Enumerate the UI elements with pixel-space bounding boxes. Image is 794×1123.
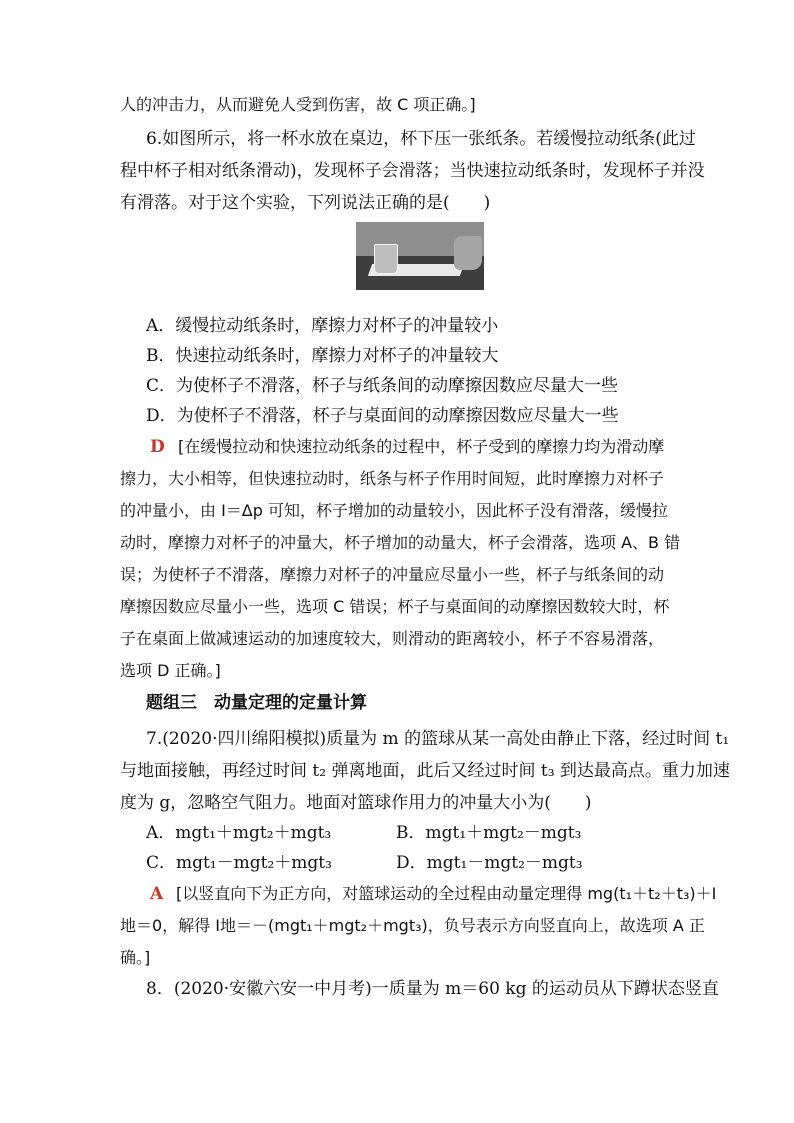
- answer-6-line-1: [在缓慢拉动和快速拉动纸条的过程中，杯子受到的摩擦力均为滑动摩: [178, 437, 665, 456]
- answer-7-line-2: 地＝0，解得 I地＝－(mgt₁＋mgt₂＋mgt₃)，负号表示方向竖直向上，故选项 A 正: [120, 916, 705, 935]
- section-heading: 题组三 动量定理的定量计算: [146, 693, 367, 713]
- answer-7-letter: A: [150, 884, 164, 904]
- option-6b: B．快速拉动纸条时，摩擦力对杯子的冲量较大: [146, 346, 499, 366]
- option-7d: D．mgt₁－mgt₂－mgt₃: [396, 853, 583, 873]
- answer-6-line-2: 擦力，大小相等，但快速拉动时，纸条与杯子作用时间短，此时摩擦力对杯子: [120, 469, 665, 488]
- answer-6-line-5: 误；为使杯子不滑落，摩擦力对杯子的冲量应尽量小一些，杯子与纸条间的动: [120, 565, 665, 584]
- answer-6-line-6: 摩擦因数应尽量小一些，选项 C 错误；杯子与桌面间的动摩擦因数较大时，杯: [120, 597, 670, 616]
- option-7b: B．mgt₁＋mgt₂－mgt₃: [396, 823, 582, 843]
- answer-continuation: 人的冲击力，从而避免人受到伤害，故 C 项正确。]: [120, 95, 476, 114]
- answer-6-letter: D: [150, 437, 165, 457]
- answer-6-line-8: 选项 D 正确。]: [120, 661, 221, 680]
- answer-7-line-1: [以竖直向下为正方向，对篮球运动的全过程由动量定理得 mg(t₁＋t₂＋t₃)＋I: [176, 884, 717, 903]
- answer-6-line-3: 的冲量小，由 I＝Δp 可知，杯子增加的动量较小，因此杯子没有滑落，缓慢拉: [120, 501, 668, 520]
- question-6-line-1: 6.如图所示，将一杯水放在桌边，杯下压一张纸条。若缓慢拉动纸条(此过: [146, 129, 696, 149]
- question-8-line-1: 8．(2020·安徽六安一中月考)一质量为 m＝60 kg 的运动员从下蹲状态竖直: [146, 979, 719, 999]
- answer-6-line-7: 子在桌面上做减速运动的加速度较大，则滑动的距离较小，杯子不容易滑落，: [120, 629, 665, 648]
- question-7-line-1: 7.(2020·四川绵阳模拟)质量为 m 的篮球从某一高处由静止下落，经过时间 t₁: [146, 729, 730, 749]
- question-6-line-2: 程中杯子相对纸条滑动)，发现杯子会滑落；当快速拉动纸条时，发现杯子并没: [120, 161, 705, 181]
- answer-7-line-3: 确。]: [120, 948, 151, 967]
- option-7c: C．mgt₁－mgt₂＋mgt₃: [146, 853, 332, 873]
- photo-cup: [374, 244, 398, 274]
- experiment-photo: [356, 222, 484, 290]
- question-6-line-3: 有滑落。对于这个实验，下列说法正确的是( ): [120, 193, 491, 213]
- answer-6-line-4: 动时，摩擦力对杯子的冲量大，杯子增加的动量大，杯子会滑落，选项 A、B 错: [120, 533, 681, 552]
- option-6a: A．缓慢拉动纸条时，摩擦力对杯子的冲量较小: [146, 316, 499, 336]
- photo-hand: [454, 236, 482, 270]
- question-7-line-2: 与地面接触，再经过时间 t₂ 弹离地面，此后又经过时间 t₃ 到达最高点。重力加速: [120, 761, 730, 781]
- option-6d: D．为使杯子不滑落，杯子与桌面间的动摩擦因数应尽量大一些: [146, 406, 619, 426]
- option-7a: A．mgt₁＋mgt₂＋mgt₃: [146, 823, 332, 843]
- option-6c: C．为使杯子不滑落，杯子与纸条间的动摩擦因数应尽量大一些: [146, 376, 619, 396]
- question-7-line-3: 度为 g，忽略空气阻力。地面对篮球作用力的冲量大小为( ): [120, 793, 592, 813]
